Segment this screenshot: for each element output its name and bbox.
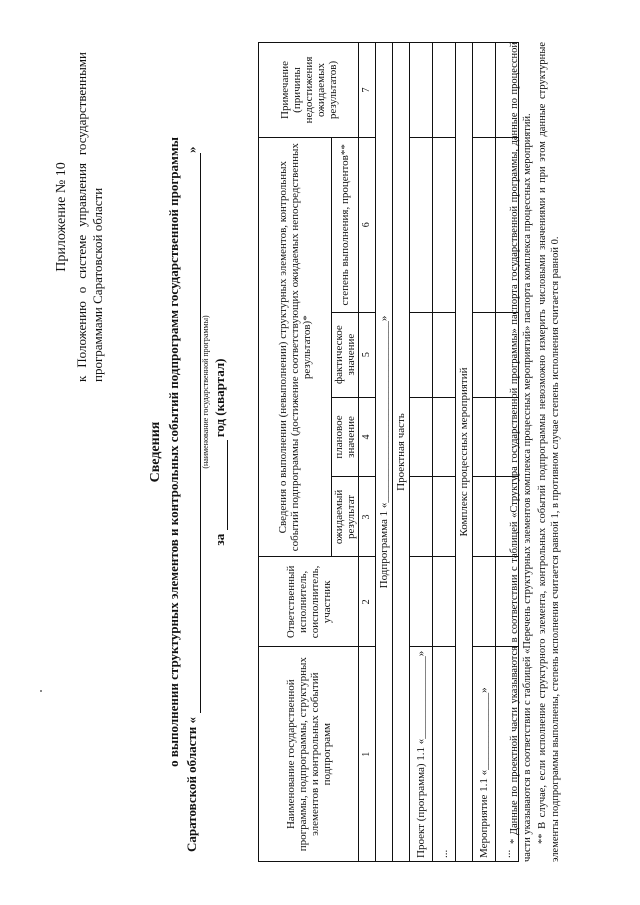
report-table <box>258 42 519 862</box>
empty-cell <box>433 557 456 647</box>
appendix-number: Приложение № 10 <box>54 162 69 272</box>
header-actual-value: фактическое значение <box>332 312 359 397</box>
reporting-period-line <box>212 52 228 852</box>
column-number: 1 <box>359 647 376 862</box>
rotated-document-page <box>40 32 600 872</box>
empty-cell <box>473 477 496 557</box>
region-line-label: Саратовской области « <box>184 716 199 852</box>
empty-cell <box>433 397 456 477</box>
column-number: 6 <box>359 137 376 312</box>
empty-cell <box>410 397 433 477</box>
column-number: 2 <box>359 557 376 647</box>
ellipsis-row-name: ... <box>496 647 519 862</box>
header-execution-group: Сведения о выполнении (невыполнении) структурных элементов, контрольных событий подпрограммы (достижение соответствующих ожидаемых непосредственных результатов)* <box>259 137 332 556</box>
period-blank <box>215 441 228 531</box>
empty-cell <box>473 557 496 647</box>
header-name: Наименование государственной программы, подпрограммы, структурных элементов и контрольных событий подпрограмм <box>259 647 359 862</box>
program-name-line <box>184 52 201 852</box>
footnotes <box>508 42 564 862</box>
project-part-row: Проектная часть <box>393 43 410 862</box>
program-name-blank <box>184 153 201 713</box>
empty-cell <box>410 477 433 557</box>
appendix-description: к Положению о системе управления государственными программами Саратовской области <box>74 52 105 382</box>
header-executor: Ответственный исполнитель, соисполнитель, участник <box>259 557 359 647</box>
empty-cell <box>473 397 496 477</box>
column-number: 5 <box>359 312 376 397</box>
program-name-hint: (наименование государственной программы) <box>201 315 210 469</box>
footnote-1: * Данные по проектной части указываются в соответствии с таблицей «Структура государственной программы» паспорта государственной программы, данные по процессной части указываются в соответствии с таблицей «Перечень структурных элементов комплекса процессных мероприятий» паспорта комплекса процессных мероприятий. <box>509 42 533 862</box>
empty-cell <box>473 312 496 397</box>
ellipsis-row-name: ... <box>433 647 456 862</box>
measure-row-name: Мероприятие 1.1 «______________» <box>473 647 496 862</box>
document-subheading: о выполнении структурных элементов и контрольных событий подпрограмм государственной программы <box>166 137 181 767</box>
column-number: 4 <box>359 397 376 477</box>
project-row-name: Проект (программа) 1.1 «_______________» <box>410 647 433 862</box>
header-completion-degree: степень выполнения, процентов** <box>332 137 359 312</box>
empty-cell <box>433 137 456 312</box>
footnote-2: ** В случае, если исполнение структурного элемента, контрольных событий подпрограммы невозможно измерить числовыми значениями и при этом данные структурные элементы подпрограммы выполнены, степень исполнения считается равной 1, в противном случае степень исполнения считается равной 0. <box>537 42 561 862</box>
header-note: Примечание (причины недостижения ожидаемых результатов) <box>259 43 359 138</box>
header-expected-result: ожидаемый результат <box>332 477 359 557</box>
header-planned-value: плановое значение <box>332 397 359 477</box>
period-suffix: год (квартал) <box>212 358 227 438</box>
empty-cell <box>473 43 496 138</box>
empty-cell <box>433 477 456 557</box>
empty-cell <box>433 312 456 397</box>
empty-cell <box>433 43 456 138</box>
empty-cell <box>410 557 433 647</box>
period-prefix: за <box>212 533 227 546</box>
title-block <box>148 52 228 852</box>
empty-cell <box>410 312 433 397</box>
column-number: 3 <box>359 477 376 557</box>
empty-cell <box>410 43 433 138</box>
empty-cell <box>410 137 433 312</box>
closing-quote: » <box>184 146 199 153</box>
column-number: 7 <box>359 43 376 138</box>
empty-cell <box>473 137 496 312</box>
subprogram-row: Подпрограмма 1 «_________________________________» <box>376 43 393 862</box>
process-part-row: Комплекс процессных мероприятий <box>456 43 473 862</box>
document-heading: Сведения <box>148 421 163 483</box>
